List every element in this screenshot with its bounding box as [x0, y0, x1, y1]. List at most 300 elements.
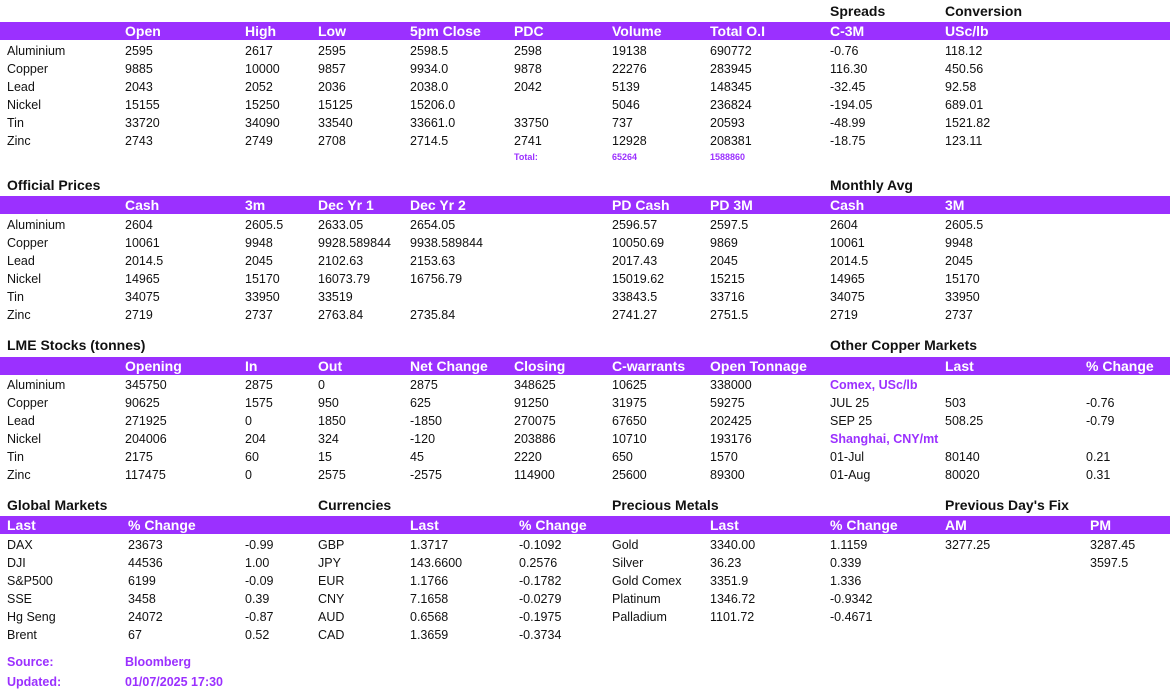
table-row-cell: 204	[245, 431, 266, 446]
table-row-cell: 25600	[612, 467, 647, 482]
table-row-cell: Nickel	[7, 431, 42, 446]
table-row-cell: Aluminium	[7, 378, 66, 392]
table-row-cell: -194.05	[830, 97, 873, 112]
table-row-cell: S&P500	[7, 573, 53, 588]
table-row-cell: AUD	[318, 609, 345, 624]
stocks-header	[0, 357, 1170, 375]
table-row-cell: Tin	[7, 289, 24, 304]
section-title: Global Markets	[7, 497, 108, 513]
table-row-cell: 33540	[318, 115, 353, 130]
table-row-cell: 2633.05	[318, 218, 364, 232]
table-row-cell: GBP	[318, 538, 345, 552]
table-row-cell: 14965	[125, 271, 160, 286]
table-row-cell: 9948	[245, 235, 273, 250]
table-row-cell: 10710	[612, 431, 647, 446]
table-row-cell: 15250	[245, 97, 280, 112]
list-item-cell: 80020	[945, 467, 980, 482]
section-title: Currencies	[318, 497, 392, 513]
table-row-cell: 0.6568	[410, 609, 449, 624]
table-row-cell: 2604	[830, 218, 858, 232]
table-row-cell: 59275	[710, 395, 745, 410]
table-row-cell: Zinc	[7, 307, 31, 322]
list-item-cell: -0.76	[1086, 395, 1115, 410]
table-row-cell: 90625	[125, 395, 160, 410]
table-row-cell: 2017.43	[612, 253, 658, 268]
table-row-cell: 0.2576	[519, 555, 558, 570]
table-row-cell: 118.12	[945, 44, 983, 58]
list-item-cell: 0.31	[1086, 467, 1111, 482]
table-row-cell: 9928.589844	[318, 235, 391, 250]
section-title: Monthly Avg	[830, 177, 913, 193]
table-row-cell: 9869	[710, 235, 738, 250]
table-row-cell: -32.45	[830, 79, 866, 94]
table-row-cell: Lead	[7, 413, 35, 428]
table-row	[0, 590, 1170, 608]
table-row-cell: CAD	[318, 627, 345, 642]
updated-value: 01/07/2025 17:30	[125, 675, 224, 689]
table-row-cell: 67	[128, 627, 142, 642]
official-header-cell: Dec Yr 2	[410, 197, 466, 213]
global-header-cell: Last	[410, 517, 439, 533]
table-row-cell: 9885	[125, 61, 153, 76]
list-item-cell: -0.79	[1086, 413, 1115, 428]
table-row-cell: 15170	[245, 271, 280, 286]
table-row-cell: 2719	[830, 307, 858, 322]
table-row-cell: 2743	[125, 133, 153, 148]
table-row-cell: 1.1159	[830, 538, 868, 552]
table-row-cell: Hg Seng	[7, 609, 56, 624]
table-row-cell: 3597.5	[1090, 555, 1129, 570]
table-row	[0, 572, 1170, 590]
table-row-cell: 14965	[830, 271, 865, 286]
table-row-cell: -48.99	[830, 115, 866, 130]
stocks-header-cell: Closing	[514, 358, 566, 374]
stocks-header-cell: In	[245, 358, 258, 374]
list-item	[0, 466, 1170, 484]
table-row-cell: 1.336	[830, 573, 862, 588]
table-row	[0, 376, 1170, 394]
table-row-cell: 0.339	[830, 555, 862, 570]
table-row-cell: EUR	[318, 573, 345, 588]
table-row	[0, 608, 1170, 626]
table-row-cell: 33843.5	[612, 289, 658, 304]
table-row-cell: 2042	[514, 79, 542, 94]
table-row-cell: 67650	[612, 413, 647, 428]
table-row-cell: 2014.5	[830, 253, 869, 268]
table-row-cell: 33950	[945, 289, 980, 304]
table-row-cell: 2605.5	[945, 218, 984, 232]
summary-header	[0, 22, 1170, 40]
table-row-cell: 1101.72	[710, 609, 755, 624]
table-row-cell: 1.00	[245, 555, 270, 570]
official-header	[0, 196, 1170, 214]
table-row-cell: 34075	[125, 289, 160, 304]
table-row-cell: 143.6600	[410, 555, 463, 570]
global-header-cell: Last	[7, 517, 36, 533]
list-item	[0, 448, 1170, 466]
table-row-cell: 44536	[128, 555, 163, 570]
table-row-cell: 2575	[318, 467, 346, 482]
table-row-cell: 15170	[945, 271, 980, 286]
stocks-header-cell: Opening	[125, 358, 182, 374]
table-row-cell: 208381	[710, 133, 752, 148]
table-row-cell: 22276	[612, 61, 647, 76]
summary-header-cell: Low	[318, 23, 346, 39]
table-row-cell: 10061	[125, 235, 160, 250]
global-header	[0, 516, 1170, 534]
table-row-cell: -1850	[410, 413, 442, 428]
list-item-cell: 508.25	[945, 413, 984, 428]
section-title: Other Copper Markets	[830, 337, 978, 353]
table-row-cell: -120	[410, 431, 436, 446]
table-row	[0, 554, 1170, 572]
table-row-cell: 203886	[514, 431, 556, 446]
super-header: Conversion	[945, 3, 1023, 19]
official-header-cell: Cash	[830, 197, 865, 213]
table-row-cell: 2595	[318, 44, 346, 58]
table-row-cell: Gold	[612, 538, 639, 552]
global-header-cell: % Change	[128, 517, 196, 533]
table-row-cell: 24072	[128, 609, 163, 624]
list-item-cell: 80140	[945, 449, 980, 464]
table-row-cell: -0.87	[245, 609, 274, 624]
table-row-cell: 1521.82	[945, 115, 991, 130]
table-row-cell: 2719	[125, 307, 153, 322]
table-row-cell: 117475	[125, 467, 166, 482]
summary-header-cell: Total O.I	[710, 23, 765, 39]
section-title: Official Prices	[7, 177, 101, 193]
table-row-cell: 2153.63	[410, 253, 456, 268]
table-row-cell: 2045	[245, 253, 273, 268]
table-row-cell: 348625	[514, 378, 556, 392]
table-row-cell: 91250	[514, 395, 549, 410]
table-row-cell: 9878	[514, 61, 542, 76]
table-row-cell: 10061	[830, 235, 865, 250]
table-row-cell: 2605.5	[245, 218, 284, 232]
market-subheader: Shanghai, CNY/mt	[830, 431, 939, 446]
list-item-cell: 503	[945, 395, 966, 410]
table-row-cell: 19138	[612, 44, 647, 58]
table-row-cell: 5046	[612, 97, 640, 112]
table-row-cell: 15	[318, 449, 332, 464]
table-row-cell: Zinc	[7, 133, 31, 148]
summary-header-cell: Volume	[612, 23, 662, 39]
table-row-cell: 1.3659	[410, 627, 449, 642]
table-row-cell: 2735.84	[410, 307, 456, 322]
table-row-cell: 7.1658	[410, 591, 449, 606]
table-row-cell: 33661.0	[410, 115, 456, 130]
table-row-cell: 450.56	[945, 61, 984, 76]
stocks-header-cell: Last	[945, 358, 974, 374]
official-header-cell: 3m	[245, 197, 266, 213]
table-row-cell: 15155	[125, 97, 160, 112]
table-row-cell: 2708	[318, 133, 346, 148]
list-item-cell: 01-Jul	[830, 449, 865, 464]
table-row-cell: 689.01	[945, 97, 984, 112]
table-row-cell: 2741.27	[612, 307, 658, 322]
table-row-cell: Aluminium	[7, 44, 66, 58]
table-row-cell: 33750	[514, 115, 549, 130]
table-row-cell: -0.09	[245, 573, 274, 588]
list-item-cell: JUL 25	[830, 395, 870, 410]
table-row-cell: 2043	[125, 79, 153, 94]
table-row-cell: Aluminium	[7, 218, 66, 232]
official-header-cell: 3M	[945, 197, 965, 213]
table-row-cell: 3340.00	[710, 538, 756, 552]
table-row-cell: 0	[318, 378, 325, 392]
table-row-cell: 92.58	[945, 79, 977, 94]
table-row-cell: Nickel	[7, 97, 42, 112]
table-row-cell: DJI	[7, 555, 26, 570]
table-row-cell: Gold Comex	[612, 573, 682, 588]
table-row-cell: 2597.5	[710, 218, 749, 232]
summary-header-cell: 5pm Close	[410, 23, 481, 39]
total-oi: 1588860	[710, 152, 746, 162]
table-row-cell: 345750	[125, 378, 167, 392]
table-row	[0, 132, 1170, 150]
table-row-cell: 34075	[830, 289, 865, 304]
official-header-cell: PD Cash	[612, 197, 670, 213]
table-row	[0, 234, 1170, 252]
table-row-cell: 1575	[245, 395, 273, 410]
table-row-cell: 148345	[710, 79, 752, 94]
stocks-header-cell: C-warrants	[612, 358, 686, 374]
table-row-cell: 2875	[245, 378, 273, 392]
table-row-cell: 33950	[245, 289, 280, 304]
table-row-cell: -0.9342	[830, 591, 873, 606]
table-row	[0, 536, 1170, 554]
table-row-cell: 2749	[245, 133, 273, 148]
table-row-cell: 33716	[710, 289, 745, 304]
table-row-cell: 1.1766	[410, 573, 449, 588]
table-row-cell: 3277.25	[945, 538, 991, 552]
table-row	[0, 60, 1170, 78]
table-row-cell: 10050.69	[612, 235, 665, 250]
table-row-cell: 2763.84	[318, 307, 364, 322]
table-row-cell: 34090	[245, 115, 280, 130]
table-row-cell: 16756.79	[410, 271, 463, 286]
table-row-cell: 1850	[318, 413, 346, 428]
table-row-cell: 10000	[245, 61, 280, 76]
table-row-cell: 0	[245, 413, 252, 428]
summary-header-cell: C-3M	[830, 23, 865, 39]
summary-header-cell: PDC	[514, 23, 544, 39]
list-item-cell: 01-Aug	[830, 467, 871, 482]
table-row	[0, 216, 1170, 234]
table-row-cell: 2737	[945, 307, 973, 322]
table-row-cell: 2175	[125, 449, 153, 464]
global-header-cell: AM	[945, 517, 967, 533]
stocks-header-cell: % Change	[1086, 358, 1154, 374]
table-row-cell: 338000	[710, 378, 752, 392]
table-row	[0, 626, 1170, 644]
table-row-cell: -0.1975	[519, 609, 562, 624]
table-row-cell: 202425	[710, 413, 752, 428]
table-row-cell: Copper	[7, 235, 48, 250]
table-row-cell: 60	[245, 449, 259, 464]
list-item-cell: 0.21	[1086, 449, 1111, 464]
table-row-cell: 2741	[514, 133, 542, 148]
source-value: Bloomberg	[125, 655, 191, 669]
table-row-cell: 9857	[318, 61, 346, 76]
summary-header-cell: High	[245, 23, 277, 39]
table-row-cell: Brent	[7, 627, 37, 642]
table-row-cell: 2751.5	[710, 307, 749, 322]
table-row-cell: 3351.9	[710, 573, 749, 588]
table-row-cell: 33519	[318, 289, 353, 304]
table-row-cell: 15125	[318, 97, 353, 112]
table-row-cell: Copper	[7, 61, 48, 76]
table-row-cell: Lead	[7, 253, 35, 268]
stocks-header-cell: Open Tonnage	[710, 358, 807, 374]
table-row-cell: 2617	[245, 44, 273, 58]
table-row-cell: 1.3717	[410, 538, 449, 552]
table-row-cell: 650	[612, 449, 633, 464]
table-row-cell: 12928	[612, 133, 647, 148]
table-row-cell: 2045	[710, 253, 738, 268]
updated-label: Updated:	[7, 675, 62, 689]
table-row-cell: DAX	[7, 538, 33, 552]
table-row-cell: 2604	[125, 218, 153, 232]
table-row-cell: 2598	[514, 44, 542, 58]
section-title: Precious Metals	[612, 497, 719, 513]
table-row-cell: 20593	[710, 115, 745, 130]
table-row-cell: Zinc	[7, 467, 31, 482]
table-row-cell: 89300	[710, 467, 745, 482]
table-row-cell: 15215	[710, 271, 745, 286]
table-row-cell: Tin	[7, 449, 24, 464]
table-row	[0, 252, 1170, 270]
table-row-cell: -0.3734	[519, 627, 562, 642]
market-subheader: Comex, USc/lb	[830, 378, 918, 392]
table-row-cell: -0.76	[830, 44, 859, 58]
summary-header-cell: USc/lb	[945, 23, 989, 39]
official-header-cell: PD 3M	[710, 197, 753, 213]
table-row-cell: 236824	[710, 97, 752, 112]
table-row-cell: 625	[410, 395, 431, 410]
table-row-cell: CNY	[318, 591, 345, 606]
table-row-cell: 15206.0	[410, 97, 456, 112]
table-row-cell: 2102.63	[318, 253, 364, 268]
table-row-cell: 2036	[318, 79, 346, 94]
section-title: LME Stocks (tonnes)	[7, 337, 146, 353]
table-row-cell: 2220	[514, 449, 542, 464]
table-row-cell: 2014.5	[125, 253, 164, 268]
list-item	[0, 394, 1170, 412]
table-row-cell: 5139	[612, 79, 640, 94]
table-row-cell: Platinum	[612, 591, 661, 606]
table-row	[0, 42, 1170, 60]
table-row-cell: Lead	[7, 79, 35, 94]
table-row-cell: Copper	[7, 395, 48, 410]
table-row-cell: 33720	[125, 115, 160, 130]
table-row-cell: 23673	[128, 538, 163, 552]
table-row-cell: 0.52	[245, 627, 270, 642]
table-row-cell: 2038.0	[410, 79, 449, 94]
table-row-cell: 9934.0	[410, 61, 449, 76]
table-row	[0, 270, 1170, 288]
table-row-cell: Silver	[612, 555, 644, 570]
stocks-header-cell: Out	[318, 358, 343, 374]
global-header-cell: % Change	[830, 517, 898, 533]
table-row-cell: 2654.05	[410, 218, 456, 232]
global-header-cell: % Change	[519, 517, 587, 533]
table-row-cell: 1346.72	[710, 591, 756, 606]
table-row-cell: 16073.79	[318, 271, 371, 286]
table-row-cell: 324	[318, 431, 339, 446]
table-row-cell: 1570	[710, 449, 738, 464]
table-row-cell: -18.75	[830, 133, 866, 148]
table-row-cell: 2045	[945, 253, 973, 268]
table-row-cell: 123.11	[945, 133, 983, 148]
table-row-cell: 3458	[128, 591, 156, 606]
list-item-cell: SEP 25	[830, 413, 873, 428]
table-row-cell: SSE	[7, 591, 33, 606]
global-header-cell: PM	[1090, 517, 1111, 533]
table-row-cell: Nickel	[7, 271, 42, 286]
table-row-cell: 116.30	[830, 61, 868, 76]
section-title: Previous Day's Fix	[945, 497, 1069, 513]
table-row-cell: -0.1092	[519, 538, 562, 552]
table-row-cell: 9948	[945, 235, 973, 250]
table-row-cell: -0.0279	[519, 591, 562, 606]
table-row-cell: JPY	[318, 555, 341, 570]
official-header-cell: Cash	[125, 197, 160, 213]
table-row	[0, 114, 1170, 132]
table-row-cell: 283945	[710, 61, 752, 76]
table-row-cell: 15019.62	[612, 271, 665, 286]
super-header: Spreads	[830, 3, 886, 19]
total-volume: 65264	[612, 152, 638, 162]
table-row	[0, 96, 1170, 114]
table-row-cell: 9938.589844	[410, 235, 483, 250]
list-item	[0, 412, 1170, 430]
global-header-cell: Last	[710, 517, 739, 533]
table-row-cell: 10625	[612, 378, 647, 392]
table-row	[0, 78, 1170, 96]
table-row-cell: -2575	[410, 467, 442, 482]
table-row-cell: 737	[612, 115, 633, 130]
table-row-cell: 950	[318, 395, 339, 410]
official-header-cell: Dec Yr 1	[318, 197, 374, 213]
table-row-cell: 114900	[514, 467, 555, 482]
stocks-header-cell: Net Change	[410, 358, 488, 374]
table-row-cell: Tin	[7, 115, 24, 130]
table-row-cell: 0	[245, 467, 252, 482]
table-row-cell: 2875	[410, 378, 438, 392]
table-row	[0, 288, 1170, 306]
table-row-cell: 0.39	[245, 591, 270, 606]
table-row-cell: 270075	[514, 413, 556, 428]
table-row-cell: 193176	[710, 431, 752, 446]
table-row	[0, 430, 1170, 448]
source-label: Source:	[7, 655, 54, 669]
table-row-cell: -0.99	[245, 538, 274, 552]
table-row-cell: 45	[410, 449, 424, 464]
summary-header-cell: Open	[125, 23, 161, 39]
table-row-cell: 3287.45	[1090, 538, 1136, 552]
table-row-cell: 2596.57	[612, 218, 658, 232]
table-row-cell: 271925	[125, 413, 167, 428]
table-row	[0, 306, 1170, 324]
table-row-cell: 2052	[245, 79, 273, 94]
table-row-cell: 2737	[245, 307, 273, 322]
table-row-cell: 31975	[612, 395, 647, 410]
table-row-cell: -0.1782	[519, 573, 562, 588]
table-row-cell: Palladium	[612, 609, 667, 624]
total-label: Total:	[514, 152, 538, 162]
table-row-cell: 2595	[125, 44, 153, 58]
